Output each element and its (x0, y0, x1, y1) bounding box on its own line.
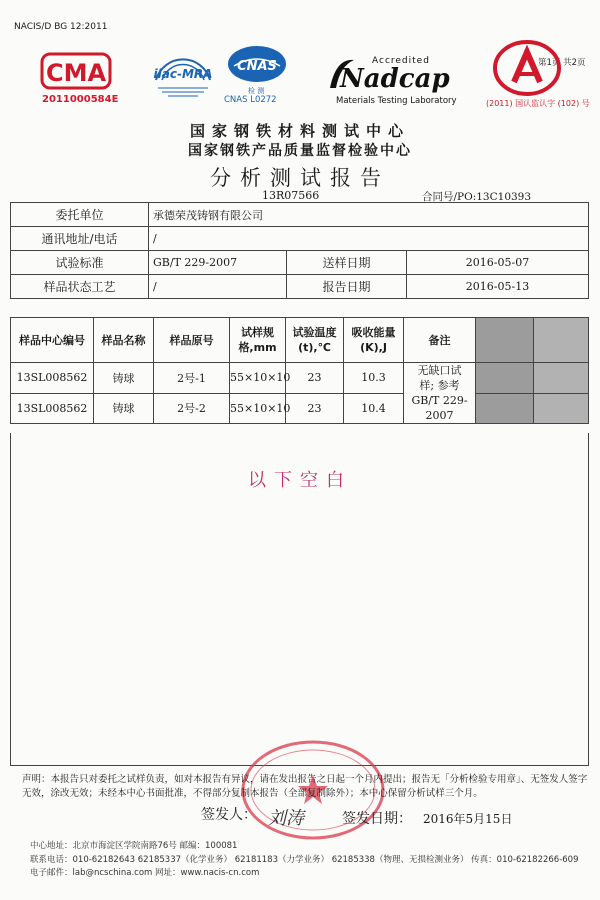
row-size: 55×10×10 (230, 363, 286, 394)
nadcap-subtitle: Materials Testing Laboratory (336, 96, 457, 106)
remark-line: 无缺口试 (417, 364, 462, 377)
shaded-cell (476, 363, 534, 394)
issue-date-label: 签发日期： (342, 811, 412, 827)
row-orig-no: 2号-1 (154, 363, 230, 394)
standard-row (11, 251, 589, 275)
table-row (11, 393, 589, 424)
energy-header-line2: (K),J (360, 341, 387, 354)
col-header-orig-no: 样品原号 (154, 318, 230, 363)
blank-below-mark: 以下空白 (248, 470, 352, 491)
row-remark (404, 363, 476, 424)
col-header-remark: 备注 (404, 318, 476, 363)
document-code: NACIS/D BG 12:2011 (14, 22, 108, 32)
table-header-row (11, 318, 589, 363)
row-center-no: 13SL008562 (11, 363, 94, 394)
temp-header-line1: 试验温度 (292, 326, 337, 339)
row-name: 铸球 (94, 393, 154, 424)
declaration-text: 声明：本报告只对委托之试样负责，如对本报告有异议，请在发出报告之日起一个月内提出；报告无「分析检验专用章」、无签发人签字无效，涂改无效；未经本中心书面批准，不得部分复制本报告（全部复制除外）；本中心保留分析试样三个月。 (22, 774, 588, 799)
row-name: 铸球 (94, 363, 154, 394)
energy-header-line1: 吸收能量 (351, 326, 396, 339)
size-header-line1: 试样规 (241, 326, 274, 339)
sample-date-label: 送样日期 (287, 251, 407, 275)
report-number: 13R07566 (262, 189, 320, 202)
row-temp: 23 (286, 393, 344, 424)
nadcap-accredited: Accredited (372, 56, 430, 66)
page-info: 第1页 共2页 (538, 58, 586, 68)
report-date-value: 2016-05-13 (407, 275, 589, 299)
center-full-name: 国家钢铁产品质量监督检验中心 (188, 143, 412, 159)
table-row (11, 363, 589, 394)
state-label: 样品状态工艺 (11, 275, 149, 299)
col-header-size (230, 318, 286, 363)
col-header-name: 样品名称 (94, 318, 154, 363)
cma-logo-text: CMA (45, 59, 107, 87)
contact-phone-line: 联系电话：010-62182643 62185337（化学业务） 62181183（力学业务） 62185338（物理、无损检测业务） 传真：010-62182266-609 (30, 855, 579, 865)
issue-date-value: 2016年5月15日 (423, 812, 513, 826)
ilac-mra-logo (146, 48, 220, 102)
address-value: / (149, 227, 589, 251)
size-header-line2: 格,mm (238, 341, 277, 354)
row-orig-no: 2号-2 (154, 393, 230, 424)
standard-label: 试验标准 (11, 251, 149, 275)
center-name: 国家钢铁材料测试中心 (189, 122, 410, 140)
cal-logo (492, 40, 562, 98)
state-row (11, 275, 589, 299)
col-header-temp (286, 318, 344, 363)
cma-cert-number: 2011000584E (42, 94, 119, 105)
sample-results-table (10, 317, 589, 424)
nadcap-name: Nadcap (340, 64, 450, 94)
shaded-cell (534, 393, 589, 424)
ilac-logo-text: ilac-MRA (153, 67, 213, 81)
email-website-line: 电子邮件：lab@ncschina.com 网址：www.nacis-cn.com (30, 868, 260, 878)
shaded-header-cell (476, 318, 534, 363)
row-energy: 10.4 (344, 393, 404, 424)
row-temp: 23 (286, 363, 344, 394)
report-date-label: 报告日期 (287, 275, 407, 299)
col-header-energy (344, 318, 404, 363)
issuer-signature: 刘涛 (268, 808, 304, 829)
sample-date-value: 2016-05-07 (407, 251, 589, 275)
address-label: 通讯地址/电话 (11, 227, 149, 251)
cal-cert-number: (2011) 国认监认字 (102) 号 (486, 99, 590, 108)
address-row (11, 227, 589, 251)
remark-line: GB/T 229- (411, 394, 468, 407)
standard-value: GB/T 229-2007 (149, 251, 287, 275)
contract-number: 合同号/PO:13C10393 (422, 191, 532, 203)
cnas-logo (226, 44, 288, 86)
report-title: 分析测试报告 (210, 166, 390, 190)
client-row (11, 203, 589, 227)
cnas-subtitle: 检 测 (248, 87, 265, 95)
temp-header-line2: (t),℃ (298, 341, 331, 354)
cma-logo (40, 50, 112, 92)
client-info-table (10, 202, 589, 299)
remark-line: 2007 (425, 409, 454, 422)
shaded-cell (476, 393, 534, 424)
shaded-header-cell (534, 318, 589, 363)
client-value: 承德荣茂铸钢有限公司 (149, 203, 589, 227)
cnas-code: CNAS L0272 (224, 95, 277, 105)
center-address-line: 中心地址：北京市海淀区学院南路76号 邮编：100081 (30, 841, 238, 851)
state-value: / (149, 275, 287, 299)
row-energy: 10.3 (344, 363, 404, 394)
client-label: 委托单位 (11, 203, 149, 227)
remark-line: 样; 参考 (419, 379, 460, 392)
row-size: 55×10×10 (230, 393, 286, 424)
row-center-no: 13SL008562 (11, 393, 94, 424)
col-header-center-no: 样品中心编号 (11, 318, 94, 363)
shaded-cell (534, 363, 589, 394)
cnas-logo-text: CNAS (237, 59, 277, 74)
issuer-label: 签发人： (201, 807, 257, 823)
